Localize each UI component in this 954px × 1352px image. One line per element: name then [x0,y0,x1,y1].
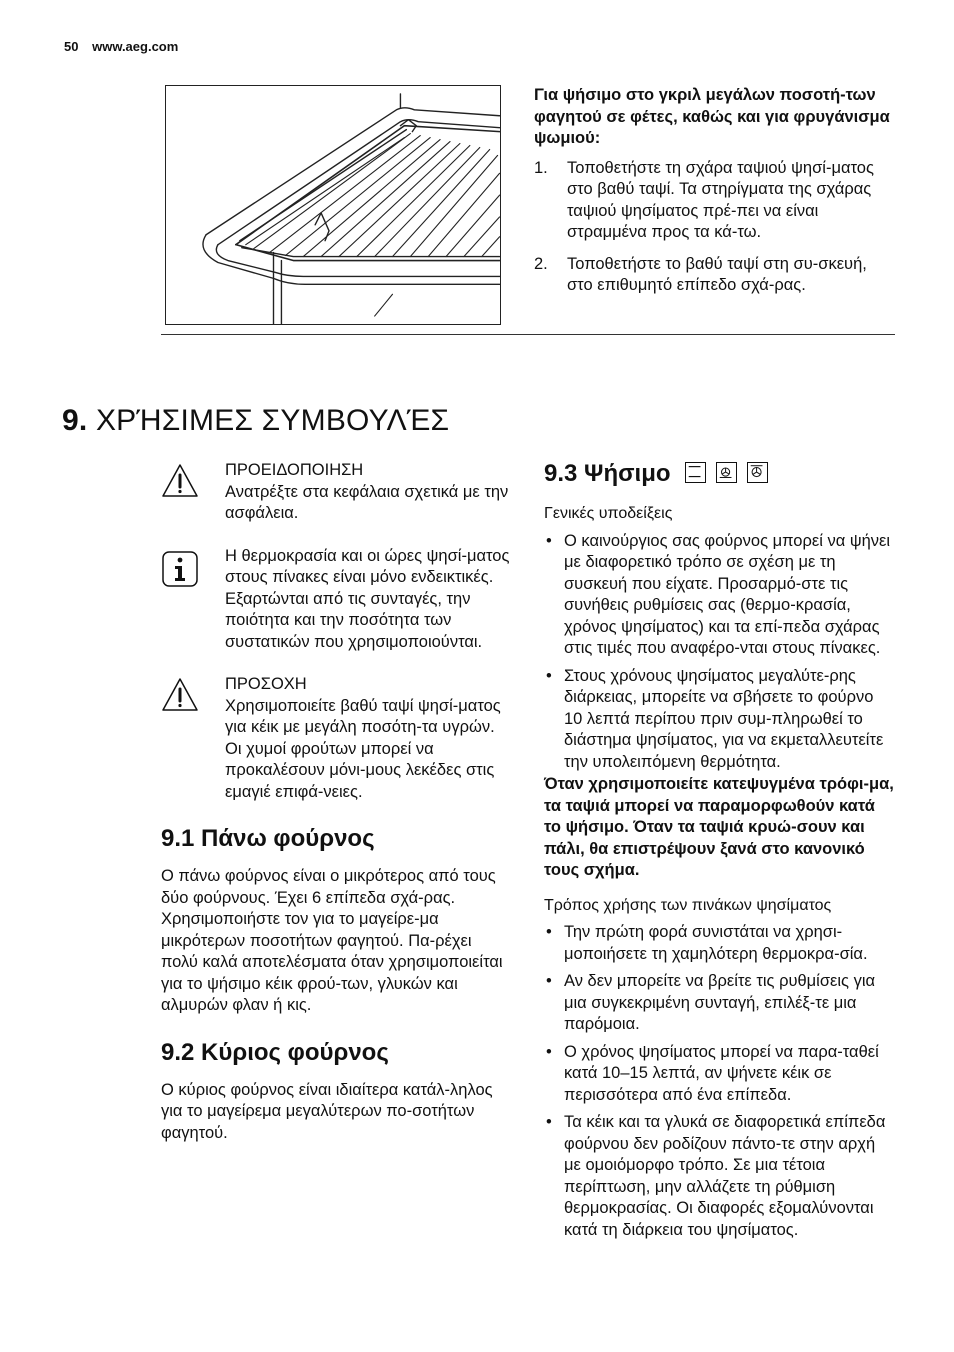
main-oven-text: Ο κύριος φούρνος είναι ιδιαίτερα κατάλ-ληλος για το μαγείρεμα μεγαλύτερων πο-σοτήτων φαγητού. [161,1080,493,1142]
info-icon [161,550,199,588]
section-title [62,404,449,438]
subsection-heading-9-2 [161,1039,513,1067]
subsection-number: 9.2 [161,1038,195,1066]
bullet: • [546,1042,552,1061]
list-item [534,158,896,244]
fan-heating-icon [716,462,737,483]
subsection-heading-9-3 [544,460,896,488]
true-fan-cooking-icon [747,462,768,483]
divider [161,334,895,335]
general-tips-list [544,531,896,774]
list-item-text: Ο καινούργιος σας φούρνος μπορεί να ψήνει με διαφορετικό τρόπο σε σχέση με τη συσκευή που είχατε. Προσαρμό-στε τις συνήθεις ρυθμίσεις σας (θερμο-κρασία, χρόνος ψησίματος) και τα επί-πεδα σχάρας στις τιμές που αναφέρο-νται στους πίνακες. [564,531,891,657]
heating-mode-icons [685,462,768,483]
caution-note [161,674,513,803]
warning-text: Ανατρέξτε στα κεφάλαια σχετικά με την ασφάλεια. [225,482,509,522]
list-item [534,254,896,297]
bullet: • [546,923,552,941]
list-item [544,1042,896,1107]
baking-tables-heading: Τρόπος χρήσης των πινάκων ψησίματος [544,896,832,914]
right-column [544,460,896,1247]
step-text: Τοποθετήστε το βαθύ ταψί στη συ-σκευή, στο επιθυμητό επίπεδο σχά-ρας. [567,254,867,294]
caution-heading: ΠΡΟΣΟΧΗ [225,675,307,693]
bullet: • [546,531,552,550]
subsection-title: Ψήσιμο [584,460,671,487]
list-item-text: Αν δεν μπορείτε να βρείτε τις ρυθμίσεις για μια συγκεκριμένη συνταγή, επιλέξ-τε μια παρόμοια. [564,972,876,1033]
baking-tables-list [544,922,896,1241]
subsection-title: Κύριος φούρνος [201,1038,389,1066]
grill-instructions [534,85,896,307]
subsection-title: Πάνω φούρνος [201,825,375,852]
info-text: Η θερμοκρασία και οι ώρες ψησί-ματος στους πίνακες είναι μόνο ενδεικτικές. Εξαρτώνται από τις συνταγές, την ποιότητα και την ποσότητα των συστατικών που χρησιμοποιούνται. [225,546,510,651]
upper-oven-text: Ο πάνω φούρνος είναι ο μικρότερος από τους δύο φούρνους. Έχει 6 επίπεδα σχά-ρας. Χρησιμοποιήστε τον για το μαγείρε-μα μικρότερων ποσοτήτων φαγητού. Πα-ρέχει πολύ καλά αποτελέσματα όταν χρησιμοποιείται για το ψήσιμο κέικ φρού-των, γλυκών και αλμυρών φλαν ή κις. [161,867,503,1014]
bullet: • [546,1113,552,1131]
left-column [161,460,513,1144]
list-item [544,971,896,1036]
subsection-number: 9.1 [161,825,195,852]
oven-tray-illustration [165,85,501,325]
step-text: Τοποθετήστε τη σχάρα ταψιού ψησί-ματος στο βαθύ ταψί. Τα στηρίγματα της σχάρας ταψιού ψησίματος πρέ-πει να είναι στραμμένα προς τα κά-τω. [567,158,874,241]
bullet: • [546,666,552,685]
list-item-text: Ο χρόνος ψησίματος μπορεί να παρα-ταθεί κατά 10–15 λεπτά, αν ψήνετε κέικ σε περισσότερα από ένα επίπεδα. [564,1042,879,1104]
list-item-text: Τα κέικ και τα γλυκά σε διαφορετικά επίπεδα φούρνου δεν ροδίζουν πάντο-τε στην αρχή με ομοιόμορφο τρόπο. Σε μια τέτοια περίπτωση, μην αλλάζετε τη ρύθμιση θερμοκρασίας. Οι διαφορές εξομαλύνονται κατά τη διάρκεια του ψησίματος. [564,1113,886,1239]
warning-heading: ΠΡΟΕΙΔΟΠΟΙΗΣΗ [225,461,364,479]
step-number: 2. [534,254,548,273]
warning-triangle-icon [161,462,199,500]
list-item-text: Στους χρόνους ψησίματος μεγαλύτε-ρης διάρκειας, μπορείτε να σβήσετε το φούρνο 10 λεπτά περίπου πριν συμ-πληρωθεί το διάστημα ψησίματος, για να εκμεταλλευτείτε την υπολειπόμενη θερμότητα. [564,666,884,771]
page-number: 50 [64,39,79,54]
list-item [544,531,896,660]
grill-steps [534,158,896,297]
bullet: • [546,972,552,990]
section-title-text: ΧΡΉΣΙΜΕΣ ΣΥΜΒΟΥΛΈΣ [95,404,450,437]
subsection-heading-9-1 [161,825,513,853]
list-item [544,922,896,965]
website-link[interactable]: www.aeg.com [92,39,179,54]
grill-intro: Για ψήσιμο στο γκριλ μεγάλων ποσοτή-των φαγητού σε φέτες, καθώς και για φρυγάνισμα ψωμιού: [534,86,890,147]
step-number: 1. [534,158,548,177]
list-item-text: Την πρώτη φορά συνιστάται να χρησι-μοποιήσετε τη χαμηλότερη θερμοκρα-σία. [564,923,868,963]
warning-note [161,460,513,525]
list-item [544,666,896,774]
caution-text: Χρησιμοποιείτε βαθύ ταψί ψησί-ματος για κέικ με μεγάλη ποσότη-τα υγρών. Οι χυμοί φρούτων μπορεί να προκαλέσουν μόνι-μους λεκέδες στις εμαγιέ επιφά-νειες. [225,696,501,801]
frozen-food-note: Όταν χρησιμοποιείτε κατεψυγμένα τρόφι-μα, τα ταψιά μπορεί να παραμορφωθούν κατά το ψήσιμο. Όταν τα ταψιά κρυώ-σουν και πάλι, θα επιστρέψουν ξανά στο κανονικό τους σχήμα. [544,775,894,879]
page-header [64,39,178,54]
section-number: 9. [62,404,88,437]
list-item [544,1112,896,1241]
conventional-heating-icon [685,462,706,483]
subsection-number: 9.3 [544,460,578,487]
caution-triangle-icon [161,676,199,714]
info-note [161,546,513,654]
general-tips-heading: Γενικές υποδείξεις [544,505,673,522]
